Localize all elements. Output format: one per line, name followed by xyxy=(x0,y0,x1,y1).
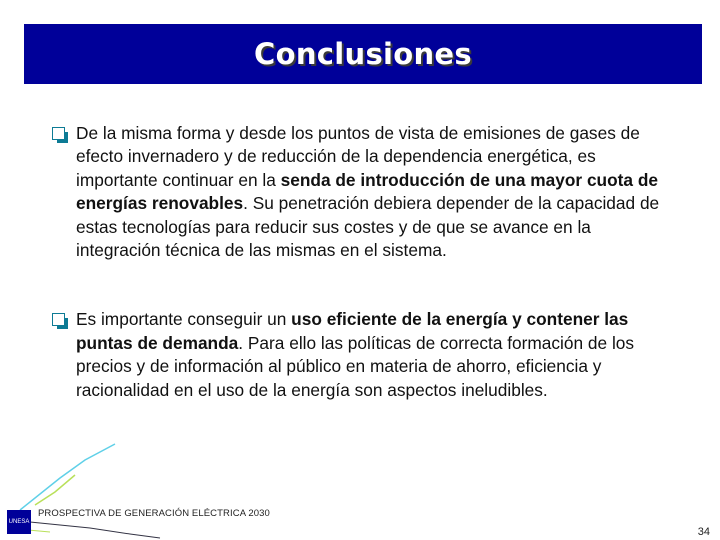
page-number: 34 xyxy=(697,526,710,538)
checkbox-bullet-icon xyxy=(52,127,65,140)
slide-title: Conclusiones xyxy=(254,37,472,71)
decorative-curves xyxy=(0,430,720,540)
bullet-list xyxy=(50,122,680,448)
deco-cyan-line xyxy=(20,444,115,510)
title-bar xyxy=(24,24,702,84)
bullet-2-text xyxy=(76,309,634,399)
bullet-2-part-1: Es importante conseguir un xyxy=(76,309,292,330)
bullet-item-2 xyxy=(50,308,680,402)
bullet-1-part-1: De la misma forma y desde los puntos de vista de emisiones de gases de efecto invernadero y de reducción de la dependencia energética, es importante continuar en la xyxy=(76,123,640,190)
bullet-2-bold: uso eficiente de la energía y contener las puntas de demanda xyxy=(76,309,629,353)
bullet-item-1 xyxy=(50,122,680,262)
bullet-2-part-2: . Para ello las políticas de correcta formación de los precios y de información al público en materia de ahorro, eficiencia y racionalidad en el uso de la energía son aspectos ineludibles. xyxy=(76,332,635,400)
footer-text: PROSPECTIVA DE GENERACIÓN ELÉCTRICA 2030 xyxy=(38,508,270,519)
unesa-logo: UNESA xyxy=(7,510,31,534)
deco-green-dot-line xyxy=(28,530,50,532)
checkbox-bullet-icon xyxy=(52,313,65,326)
bullet-1-part-2: . Su penetración debiera depender de la capacidad de estas tecnologías para reducir sus costes y de que se avance en la integración técnica de las mismas en el sistema. xyxy=(76,193,660,261)
deco-green-line xyxy=(35,475,75,505)
bullet-1-bold: senda de introducción de una mayor cuota de energías renovables xyxy=(76,169,659,214)
bullet-1-text xyxy=(76,123,659,260)
deco-dark-line xyxy=(30,522,160,538)
